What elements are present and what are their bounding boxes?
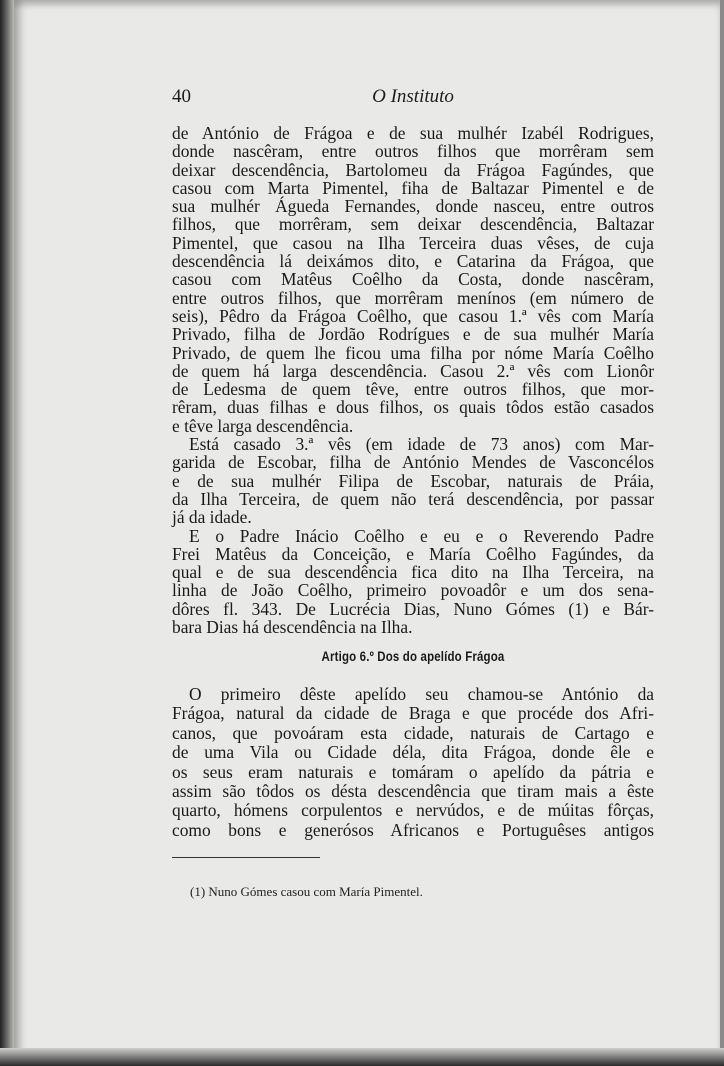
text-line: Privado, filha de Jordão Rodrígues e de sua mulhér María (172, 324, 654, 345)
body-text-upper (172, 124, 654, 636)
text-line: assim são tôdos os désta descendência que tiram mais a êste (172, 780, 654, 801)
paragraph-3 (172, 527, 654, 637)
text-line: Pimentel, que casou na Ilha Terceira duas vêses, de cuja (172, 232, 654, 253)
footnote-divider (172, 857, 320, 858)
text-line: de Ledesma de quem têve, entre outros filhos, que mor- (172, 379, 654, 400)
text-line: Frágoa, natural da cidade de Braga e que procéde dos Afri- (172, 703, 654, 724)
page-bottom-edge (0, 1048, 724, 1066)
text-line: rêram, duas filhas e dous filhos, os quais tôdos estão casados (172, 397, 654, 418)
text-line: linha de João Coêlho, primeiro povoadôr e um dos sena- (172, 580, 654, 601)
text-line: da Ilha Terceira, de quem não terá descendência, por passar (172, 488, 654, 509)
text-line: seis), Pêdro da Frágoa Coêlho, que casou 1.ª vês com María (172, 305, 654, 326)
section-heading: Artigo 6.º Dos do apelído Frágoa (321, 648, 505, 664)
text-line: de quem há larga descendência. Casou 2.ª vês com Lionôr (172, 360, 654, 381)
text-line: quarto, hómens corpulentos e nervúdos, e de múitas fôrças, (172, 800, 654, 821)
text-line: O primeiro dêste apelído seu chamou-se António da (189, 684, 654, 704)
text-line: já da idade. (172, 507, 252, 528)
text-line: garida de Escobar, filha de António Mendes de Vasconcélos (172, 452, 654, 473)
text-line: Privado, de quem lhe ficou uma filha por nóme María Coêlho (172, 342, 654, 363)
text-line: e têve larga descendência. (172, 415, 354, 436)
text-line: como bons e generósos Africanos e Portuguêses antigos (172, 819, 654, 840)
text-line: bara Dias há descendência na Ilha. (172, 617, 413, 638)
text-line: entre outros filhos, que morrêram menínos (em número de (172, 287, 654, 308)
text-line: dôres fl. 343. De Lucrécia Dias, Nuno Gómes (1) e Bár- (172, 598, 654, 619)
page-header (172, 86, 654, 112)
text-line: Frei Matêus da Conceição, e María Coêlho Fagúndes, da (172, 543, 654, 564)
text-line: E o Padre Inácio Coêlho e eu e o Reverendo Padre (189, 525, 654, 546)
text-line: qual e de sua descendência fica dito na Ilha Terceira, na (172, 562, 654, 583)
text-line: de António de Frágoa e de sua mulhér Izabél Rodrigues, (172, 123, 654, 143)
paragraph-2 (172, 435, 654, 526)
text-line: casou com Marta Pimentel, fiha de Baltazar Pimentel e de (172, 177, 654, 198)
text-line: canos, que povoáram esta cidade, naturais de Cartago e (172, 722, 654, 743)
page-number: 40 (172, 86, 191, 107)
body-text-lower (172, 685, 654, 840)
text-line: de uma Vila ou Cidade déla, dita Frágoa, donde êle e (172, 742, 654, 763)
text-line: deixar descendência, Bartolomeu da Frágoa Fagúndes, que (172, 159, 654, 180)
text-line: filhos, que morrêram, sem deixar descendência, Baltazar (172, 214, 654, 235)
text-line: descendência lá deixámos dito, e Catarina da Frágoa, que (172, 251, 654, 272)
text-line: os seus eram naturais e tomáram o apelído da pátria e (172, 761, 654, 782)
text-line: e de sua mulhér Filipa de Escobar, naturais de Práia, (172, 470, 654, 491)
footnote: (1) Nuno Gómes casou com María Pimentel. (190, 884, 423, 899)
text-line: casou com Matêus Coêlho da Costa, donde nascêram, (172, 269, 654, 290)
text-line: Está casado 3.ª vês (em idade de 73 anos) com Mar- (189, 434, 654, 455)
book-binding-edge (0, 0, 14, 1066)
running-title: O Instituto (372, 86, 454, 107)
text-line: donde nascêram, entre outros filhos que morrêram sem (172, 141, 654, 162)
paragraph-4 (172, 685, 654, 840)
paragraph-1 (172, 124, 654, 435)
text-line: sua mulhér Águeda Fernandes, donde nasceu, entre outros (172, 196, 654, 217)
